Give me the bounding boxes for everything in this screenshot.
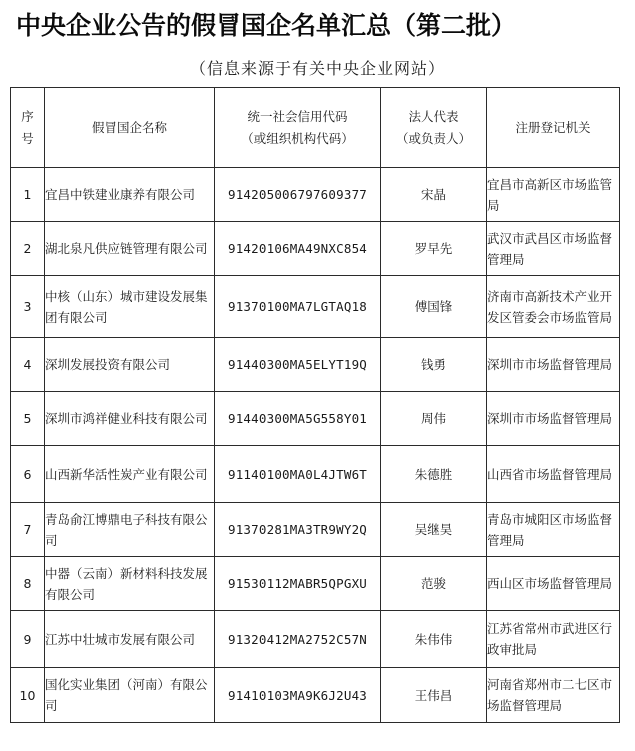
company-name: 深圳发展投资有限公司 — [45, 338, 215, 392]
company-name: 中器（云南）新材料科技发展有限公司 — [45, 557, 215, 611]
table-row — [11, 168, 620, 222]
credit-code: 91420500679760937​7 — [215, 168, 381, 222]
fake-soe-table — [10, 87, 620, 723]
row-number: 4 — [11, 338, 45, 392]
row-number: 2 — [11, 222, 45, 276]
company-name: 深圳市鸿祥健业科技有限公司 — [45, 392, 215, 446]
header-name: 假冒国企名称 — [45, 88, 215, 168]
table-row — [11, 222, 620, 276]
credit-code: 91420106MA49NXC854 — [215, 222, 381, 276]
row-number: 5 — [11, 392, 45, 446]
registration-authority: 青岛市城阳区市场监督管理局 — [487, 503, 620, 557]
credit-code: 91410103MA9K6J2U43 — [215, 668, 381, 723]
legal-representative: 朱伟伟 — [381, 611, 487, 668]
header-rep: 法人代表 （或负责人） — [381, 88, 487, 168]
credit-code: 91440300MA5ELYT19Q — [215, 338, 381, 392]
row-number: 6 — [11, 446, 45, 503]
company-name: 山西新华活性炭产业有限公司 — [45, 446, 215, 503]
registration-authority: 西山区市场监督管理局 — [487, 557, 620, 611]
registration-authority: 深圳市市场监督管理局 — [487, 338, 620, 392]
credit-code: 91140100MA0L4JTW6T — [215, 446, 381, 503]
page-title: 中央企业公告的假冒国企名单汇总（第二批） — [16, 11, 517, 40]
company-name: 宜昌中铁建业康养有限公司 — [45, 168, 215, 222]
header-no: 序 号 — [11, 88, 45, 168]
table-row — [11, 446, 620, 503]
page-subtitle: （信息来源于有关中央企业网站） — [189, 59, 445, 78]
row-number: 10 — [11, 668, 45, 723]
legal-representative: 傅国锋 — [381, 276, 487, 338]
row-number: 9 — [11, 611, 45, 668]
header-auth: 注册登记机关 — [487, 88, 620, 168]
credit-code: 91370281MA3TR9WY2Q — [215, 503, 381, 557]
legal-representative: 宋晶 — [381, 168, 487, 222]
company-name: 青岛俞江博鼎电子科技有限公司 — [45, 503, 215, 557]
table-header-row — [11, 88, 620, 168]
legal-representative: 范骏 — [381, 557, 487, 611]
legal-representative: 钱勇 — [381, 338, 487, 392]
legal-representative: 王伟昌 — [381, 668, 487, 723]
legal-representative: 吴继昊 — [381, 503, 487, 557]
header-code: 统一社会信用代码 （或组织机构代码） — [215, 88, 381, 168]
row-number: 1 — [11, 168, 45, 222]
row-number: 3 — [11, 276, 45, 338]
credit-code: 91320412MA2752C57N — [215, 611, 381, 668]
company-name: 国化实业集团（河南）有限公司 — [45, 668, 215, 723]
credit-code: 91370100MA7LGTAQ18 — [215, 276, 381, 338]
registration-authority: 宜昌市高新区市场监管局 — [487, 168, 620, 222]
table-row — [11, 668, 620, 723]
registration-authority: 武汉市武昌区市场监督管理局 — [487, 222, 620, 276]
company-name: 湖北泉凡供应链管理有限公司 — [45, 222, 215, 276]
credit-code: 91530112MABR5QPGXU — [215, 557, 381, 611]
registration-authority: 深圳市市场监督管理局 — [487, 392, 620, 446]
legal-representative: 周伟 — [381, 392, 487, 446]
registration-authority: 江苏省常州市武进区行政审批局 — [487, 611, 620, 668]
table-row — [11, 503, 620, 557]
registration-authority: 济南市高新技术产业开发区管委会市场监管局 — [487, 276, 620, 338]
legal-representative: 朱德胜 — [381, 446, 487, 503]
table-row — [11, 557, 620, 611]
row-number: 8 — [11, 557, 45, 611]
table-row — [11, 338, 620, 392]
company-name: 江苏中壮城市发展有限公司 — [45, 611, 215, 668]
table-row — [11, 392, 620, 446]
row-number: 7 — [11, 503, 45, 557]
company-name: 中核（山东）城市建设发展集团有限公司 — [45, 276, 215, 338]
credit-code: 91440300MA5G558Y01 — [215, 392, 381, 446]
registration-authority: 山西省市场监督管理局 — [487, 446, 620, 503]
table-row — [11, 611, 620, 668]
registration-authority: 河南省郑州市二七区市场监督管理局 — [487, 668, 620, 723]
legal-representative: 罗早先 — [381, 222, 487, 276]
table-row — [11, 276, 620, 338]
